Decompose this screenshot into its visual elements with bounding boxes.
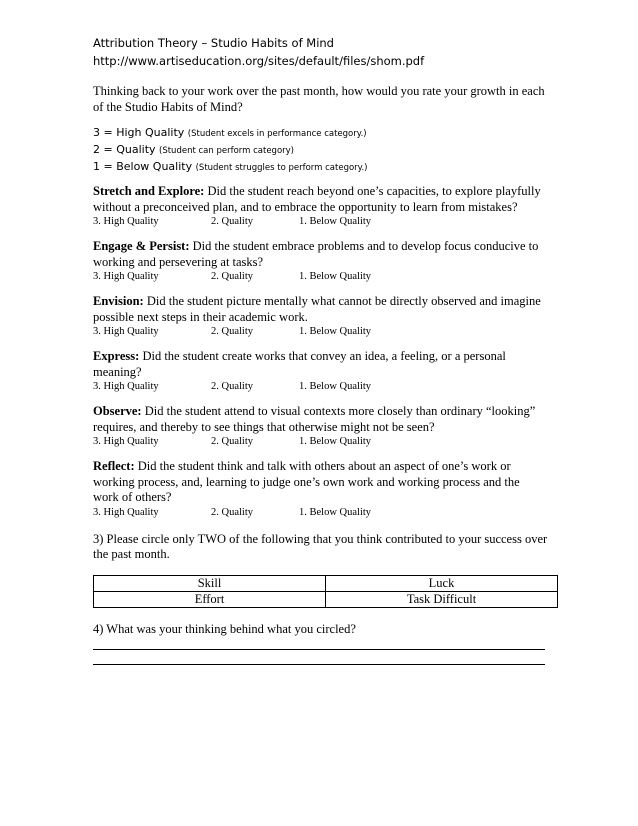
rating-quality[interactable]: 2. Quality (211, 216, 253, 227)
habit-question (93, 349, 548, 380)
answer-line[interactable] (93, 664, 545, 665)
habit-name: Engage & Persist: (93, 239, 190, 253)
habit-question (93, 294, 548, 325)
habit-text: Did the student attend to visual contexts more closely than ordinary “looking” requires, and thereby to see things that otherwise might not be seen? (93, 404, 536, 434)
choice-task-difficult[interactable]: Task Difficult (326, 591, 558, 607)
habit-name: Stretch and Explore: (93, 184, 205, 198)
rating-below[interactable]: 1. Below Quality (299, 271, 372, 282)
scale-item (93, 125, 548, 142)
scale-label: 3 = High Quality (93, 126, 185, 139)
scale-note: (Student excels in performance category.) (187, 129, 367, 139)
scale-label: 2 = Quality (93, 143, 156, 156)
habit-question (93, 184, 548, 215)
habit-name: Reflect: (93, 459, 135, 473)
habit-stretch-explore (93, 184, 548, 229)
rating-high[interactable]: 3. High Quality (93, 216, 159, 227)
rating-quality[interactable]: 2. Quality (211, 326, 253, 337)
scale-item (93, 142, 548, 159)
habit-name: Envision: (93, 294, 144, 308)
worksheet-page (93, 34, 548, 665)
rating-options (93, 325, 548, 339)
habit-reflect (93, 459, 548, 520)
rating-quality[interactable]: 2. Quality (211, 271, 253, 282)
rating-quality[interactable]: 2. Quality (211, 436, 253, 447)
rating-options (93, 506, 548, 520)
question-4: 4) What was your thinking behind what you circled? (93, 621, 356, 636)
answer-line[interactable] (93, 649, 545, 650)
table-row (94, 591, 558, 607)
choice-skill[interactable]: Skill (94, 575, 326, 591)
document-title: Attribution Theory – Studio Habits of Mind (93, 36, 334, 50)
habit-name: Express: (93, 349, 140, 363)
rating-quality[interactable]: 2. Quality (211, 506, 253, 518)
habit-express (93, 349, 548, 394)
habit-text: Did the student picture mentally what cannot be directly observed and imagine possible next steps in their academic work. (93, 294, 541, 324)
habit-text: Did the student think and talk with others about an aspect of one’s work or working process, and, learning to judge one’s own work and working process and the work of others? (93, 459, 520, 504)
source-url: http://www.artiseducation.org/sites/default/files/shom.pdf (93, 54, 425, 68)
rating-quality[interactable]: 2. Quality (211, 381, 253, 392)
habit-text: Did the student embrace problems and to develop focus conducive to working and persevering at tasks? (93, 239, 539, 269)
habit-engage-persist (93, 239, 548, 284)
intro-question: Thinking back to your work over the past month, how would you rate your growth in each of the Studio Habits of Mind? (93, 84, 545, 114)
rating-options (93, 435, 548, 449)
habit-name: Observe: (93, 404, 142, 418)
table-row (94, 575, 558, 591)
habit-envision (93, 294, 548, 339)
habit-observe (93, 404, 548, 449)
habit-question (93, 404, 548, 435)
habit-question (93, 239, 548, 270)
habit-text: Did the student create works that convey an idea, a feeling, or a personal meaning? (93, 349, 506, 379)
rating-options (93, 215, 548, 229)
rating-below[interactable]: 1. Below Quality (299, 216, 372, 227)
rating-options (93, 380, 548, 394)
question-3: 3) Please circle only TWO of the following that you think contributed to your success over the past month. (93, 531, 548, 561)
scale-note: (Student struggles to perform category.) (195, 163, 368, 173)
rating-high[interactable]: 3. High Quality (93, 506, 159, 518)
scale-note: (Student can perform category) (159, 146, 294, 156)
rating-below[interactable]: 1. Below Quality (299, 326, 372, 337)
scale-label: 1 = Below Quality (93, 160, 193, 173)
choice-effort[interactable]: Effort (94, 591, 326, 607)
choice-luck[interactable]: Luck (326, 575, 558, 591)
rating-below[interactable]: 1. Below Quality (299, 381, 372, 392)
rating-high[interactable]: 3. High Quality (93, 271, 159, 282)
rating-options (93, 270, 548, 284)
rating-high[interactable]: 3. High Quality (93, 381, 159, 392)
scale-item (93, 159, 548, 176)
rating-high[interactable]: 3. High Quality (93, 436, 159, 447)
habit-question (93, 459, 548, 506)
habit-text: Did the student reach beyond one’s capacities, to explore playfully without a preconceived plan, and to embrace the opportunity to learn from mistakes? (93, 184, 541, 214)
choices-table (93, 575, 558, 608)
rating-below[interactable]: 1. Below Quality (299, 506, 372, 518)
rating-below[interactable]: 1. Below Quality (299, 436, 372, 447)
rating-high[interactable]: 3. High Quality (93, 326, 159, 337)
rating-scale (93, 125, 548, 176)
